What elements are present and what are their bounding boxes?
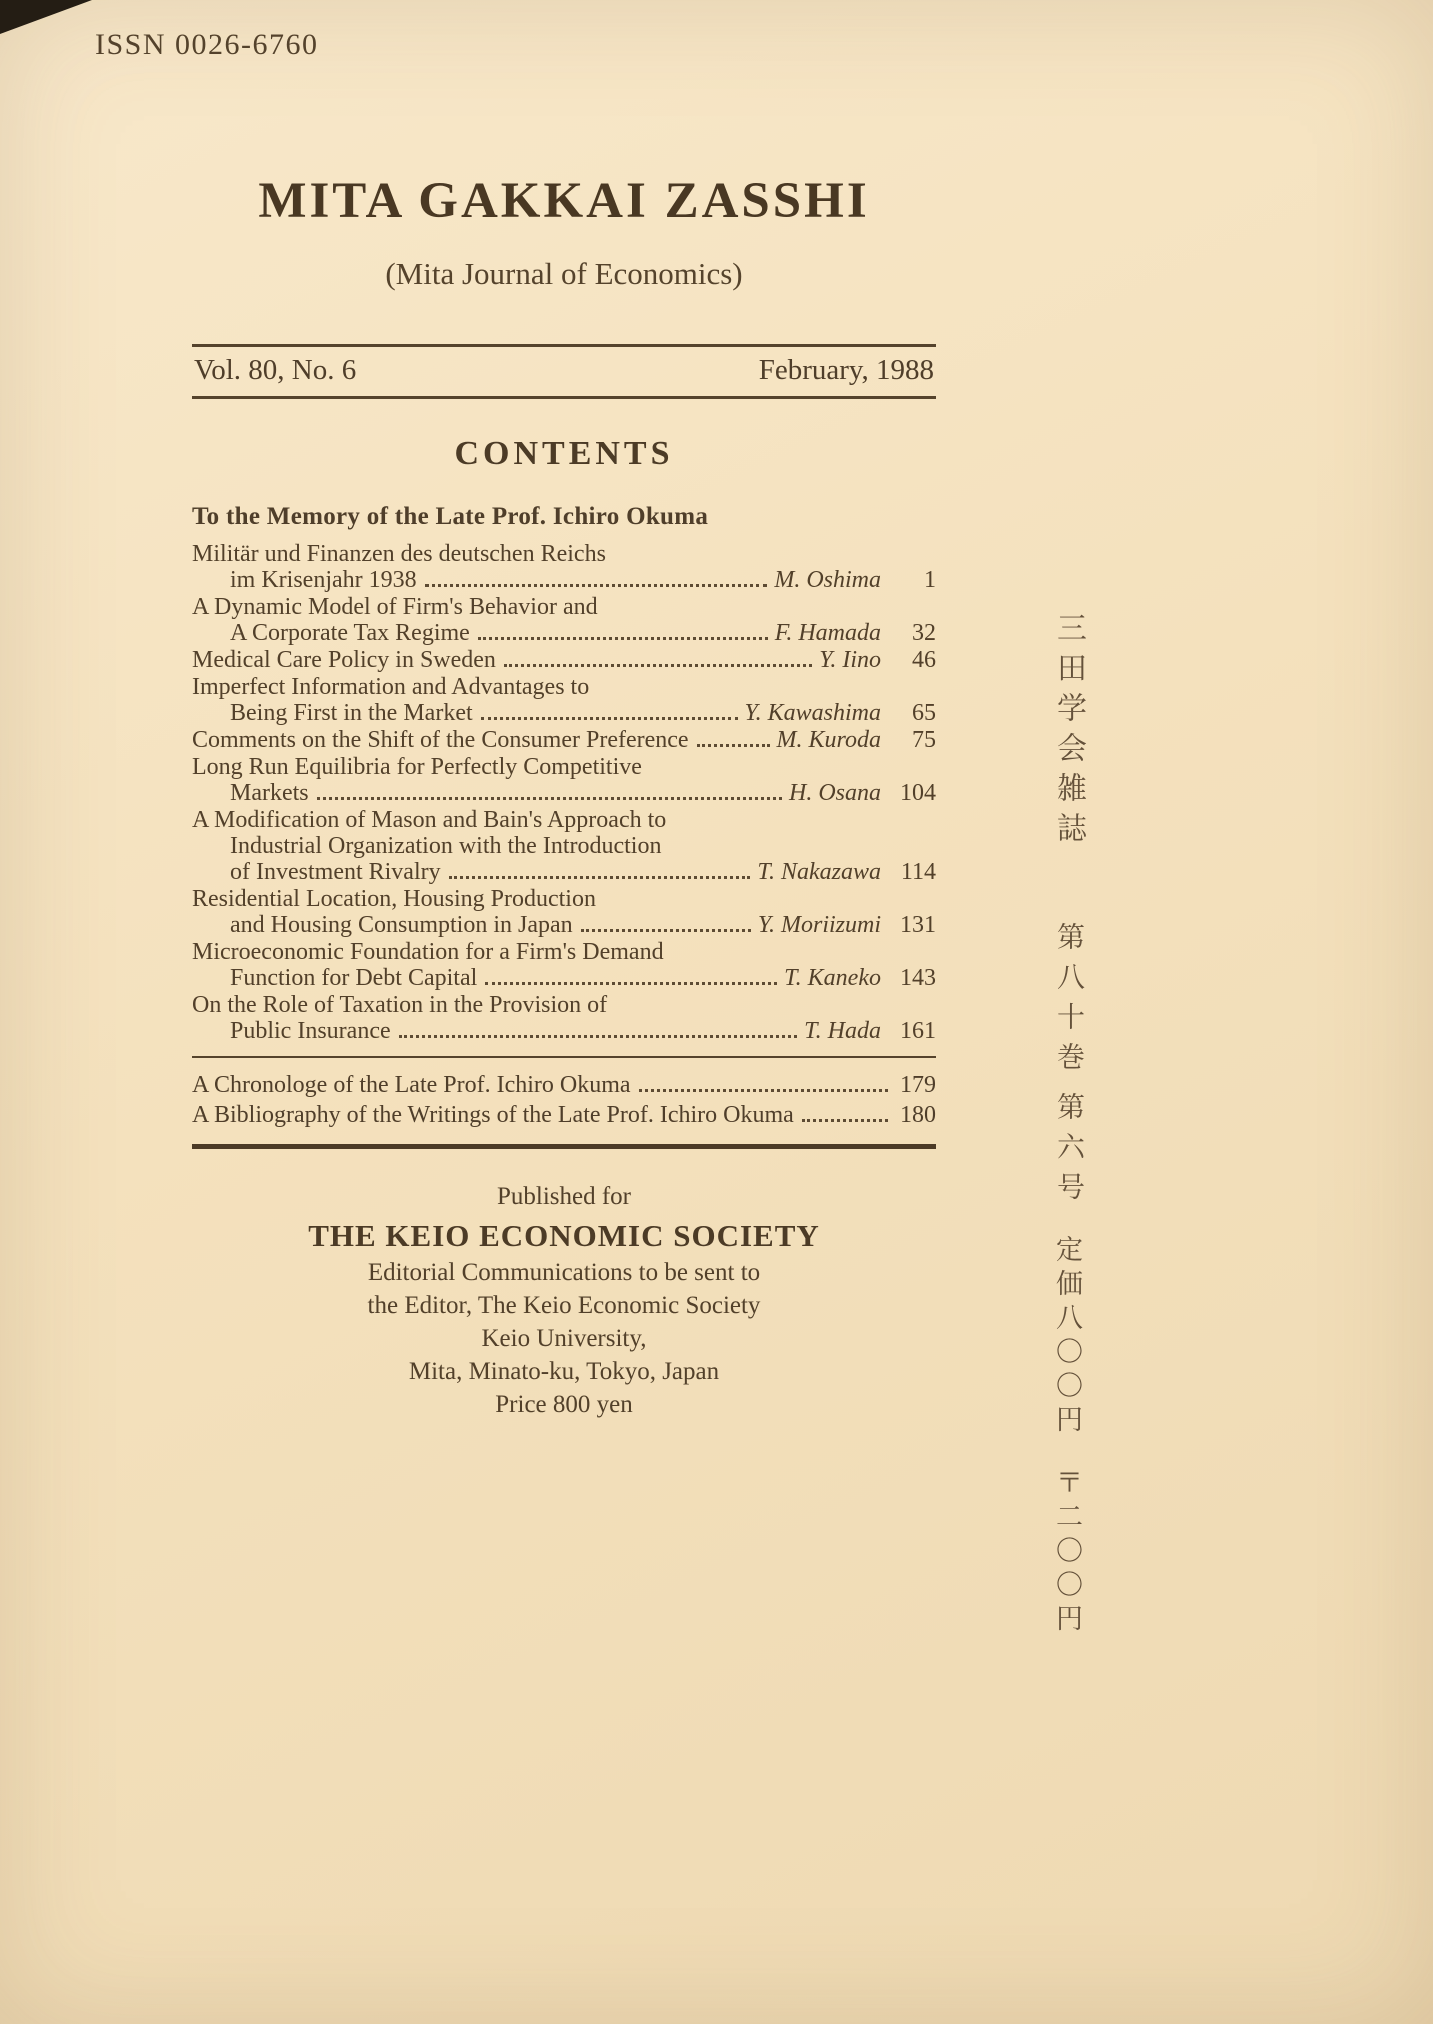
toc-author: H. Osana <box>788 780 881 806</box>
masthead <box>192 0 936 292</box>
toc-page-number: 1 <box>924 567 936 593</box>
toc-author: F. Hamada <box>774 620 881 646</box>
toc-entry <box>192 939 936 991</box>
publisher-price: Price 800 yen <box>495 1391 633 1418</box>
toc-entry <box>192 674 936 726</box>
toc-page-number: 46 <box>912 647 936 673</box>
vertical-price: 定価八〇〇円 <box>1052 1235 1082 1439</box>
toc-author: T. Nakazawa <box>757 859 881 885</box>
memorial-page-number: 179 <box>900 1072 936 1098</box>
scan-corner-artifact <box>0 0 92 34</box>
toc-title: Markets <box>230 780 309 806</box>
toc-entry <box>192 647 936 673</box>
memorial-section <box>192 1056 936 1130</box>
toc-entry <box>192 992 936 1044</box>
toc-author: M. Kuroda <box>776 727 881 753</box>
toc-title: of Investment Rivalry <box>230 859 441 885</box>
memorial-page-number: 180 <box>900 1102 936 1128</box>
toc-title: and Housing Consumption in Japan <box>230 912 573 938</box>
publisher-line: Editorial Communications to be sent to <box>367 1259 761 1286</box>
toc-title: Public Insurance <box>230 1018 391 1044</box>
toc-author: M. Oshima <box>774 567 881 593</box>
dot-leader <box>485 982 777 985</box>
toc-page-number: 75 <box>912 727 936 753</box>
dot-leader <box>639 1089 888 1092</box>
toc-entry-row <box>192 859 936 885</box>
publisher-name: THE KEIO ECONOMIC SOCIETY <box>308 1218 820 1253</box>
journal-subtitle: (Mita Journal of Economics) <box>385 256 743 291</box>
contents-heading: CONTENTS <box>454 435 674 472</box>
toc-title-line: Residential Location, Housing Production <box>192 886 596 912</box>
toc-page-number: 32 <box>912 620 936 646</box>
toc-page-number: 65 <box>912 700 936 726</box>
memorial-entry-row <box>192 1070 936 1100</box>
toc-author: Y. Moriizumi <box>757 912 881 938</box>
toc-entry-row <box>192 567 936 593</box>
memorial-entry-row <box>192 1100 936 1130</box>
dot-leader <box>399 1035 797 1038</box>
dot-leader <box>478 637 768 640</box>
dot-leader <box>481 717 738 720</box>
toc-page-number: 104 <box>900 780 936 806</box>
toc-entry <box>192 727 936 753</box>
toc-title-line: A Modification of Mason and Bain's Approach to <box>192 807 667 833</box>
toc-title: Medical Care Policy in Sweden <box>192 647 496 673</box>
dot-leader <box>449 876 751 879</box>
toc-title: Comments on the Shift of the Consumer Preference <box>192 727 689 753</box>
toc-author: Y. Kawashima <box>744 700 881 726</box>
memorial-heading: To the Memory of the Late Prof. Ichiro Okuma <box>192 503 709 530</box>
publisher-line: Mita, Minato-ku, Tokyo, Japan <box>408 1358 720 1385</box>
dot-leader <box>802 1119 888 1122</box>
toc-page-number: 161 <box>900 1018 936 1044</box>
volume-number: Vol. 80, No. 6 <box>194 354 357 386</box>
vertical-issue: 第六号 <box>1053 1092 1084 1212</box>
bottom-rule <box>192 1144 936 1149</box>
toc-title-line: Industrial Organization with the Introduction <box>230 833 662 859</box>
publisher-line: Keio University, <box>481 1325 647 1352</box>
toc-page-number: 114 <box>900 859 936 885</box>
toc-entry-row <box>192 965 936 991</box>
toc-entry-row <box>192 1018 936 1044</box>
toc-entry-row <box>192 647 936 673</box>
vertical-postage: 〒二〇〇円 <box>1052 1468 1082 1638</box>
dot-leader <box>317 797 782 800</box>
toc-title-line: Imperfect Information and Advantages to <box>192 674 590 700</box>
memorial-title: A Chronologe of the Late Prof. Ichiro Okuma <box>192 1072 631 1098</box>
toc-title: Function for Debt Capital <box>230 965 478 991</box>
toc-author: T. Hada <box>804 1018 881 1044</box>
toc-title: Being First in the Market <box>230 700 473 726</box>
toc-entry-row <box>192 620 936 646</box>
toc-entry <box>192 754 936 806</box>
vertical-journal-name: 三田学会雑誌 <box>1052 612 1085 852</box>
toc-title-line: A Dynamic Model of Firm's Behavior and <box>192 594 598 620</box>
toc-title: im Krisenjahr 1938 <box>230 567 417 593</box>
toc-title-line: Microeconomic Foundation for a Firm's Demand <box>192 939 664 965</box>
dot-leader <box>581 929 751 932</box>
cover-content <box>192 0 936 1419</box>
dot-leader <box>504 664 812 667</box>
toc-title-line: Long Run Equilibria for Perfectly Competitive <box>192 754 642 780</box>
toc-author: T. Kaneko <box>784 965 881 991</box>
toc-entry <box>192 541 936 593</box>
toc-entry-row <box>192 727 936 753</box>
toc-entry-row <box>192 700 936 726</box>
toc-title-line: Militär und Finanzen des deutschen Reichs <box>192 541 606 567</box>
toc-title-line: On the Role of Taxation in the Provision of <box>192 992 608 1018</box>
toc-entry <box>192 807 936 885</box>
journal-title: MITA GAKKAI ZASSHI <box>258 173 870 229</box>
toc-page-number: 143 <box>900 965 936 991</box>
table-of-contents <box>192 541 936 1044</box>
memorial-title: A Bibliography of the Writings of the Late Prof. Ichiro Okuma <box>192 1102 794 1128</box>
dot-leader <box>425 584 768 587</box>
issn-number: ISSN 0026-6760 <box>95 28 319 61</box>
published-for-label: Published for <box>496 1183 632 1210</box>
vertical-volume: 第八十巻 <box>1053 922 1084 1082</box>
volume-date-bar <box>192 344 936 399</box>
publisher-block <box>192 1183 936 1419</box>
toc-title: A Corporate Tax Regime <box>230 620 470 646</box>
toc-entry-row <box>192 780 936 806</box>
toc-entry-row <box>192 912 936 938</box>
dot-leader <box>697 744 770 747</box>
issue-date: February, 1988 <box>758 354 934 386</box>
toc-page-number: 131 <box>900 912 936 938</box>
toc-entry <box>192 594 936 646</box>
publisher-line: the Editor, The Keio Economic Society <box>367 1292 761 1319</box>
toc-author: Y. Iino <box>819 647 881 673</box>
toc-entry <box>192 886 936 938</box>
